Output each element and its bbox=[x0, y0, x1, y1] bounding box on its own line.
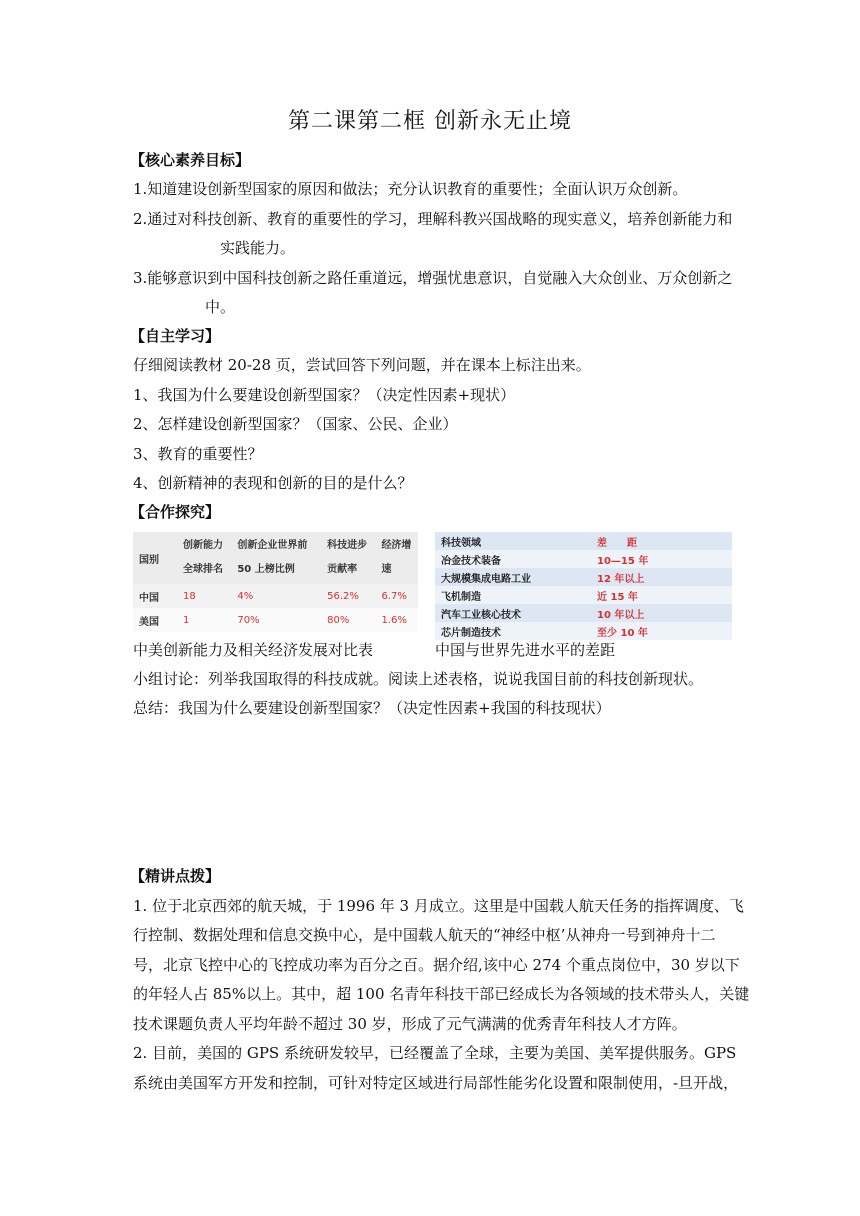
tech-gap-table bbox=[435, 532, 732, 640]
table-row bbox=[435, 550, 732, 568]
section-heading-key-points: 【精讲点拨】 bbox=[130, 867, 221, 885]
summary-question: 总结：我国为什么要建设创新型国家？（决定性因素+我国的科技现状） bbox=[133, 699, 611, 717]
table-cell: 科技领域 bbox=[435, 532, 591, 550]
table-cell: 中国 bbox=[133, 584, 177, 608]
table-header-cell: 创新能力 全球排名 bbox=[177, 532, 231, 584]
table-row bbox=[435, 568, 732, 586]
table-cell: 冶金技术装备 bbox=[435, 550, 591, 568]
table-cell: 56.2% bbox=[321, 584, 375, 608]
question-3: 3、教育的重要性？ bbox=[133, 445, 263, 463]
section-heading-core-goals: 【核心素养目标】 bbox=[130, 151, 251, 169]
table-cell: 差 距 bbox=[591, 532, 732, 550]
table-cell: 10 年以上 bbox=[591, 604, 732, 622]
key-point-line: 系统由美国军方开发和控制，可针对特定区域进行局部性能劣化设置和限制使用，-旦开战， bbox=[133, 1074, 739, 1092]
question-4: 4、创新精神的表现和创新的目的是什么？ bbox=[133, 474, 413, 492]
table-header-cell: 经济增 速 bbox=[375, 532, 418, 584]
table-cell: 近 15 年 bbox=[591, 586, 732, 604]
section-heading-cooperation: 【合作探究】 bbox=[130, 503, 221, 521]
table-cell: 10—15 年 bbox=[591, 550, 732, 568]
group-discussion: 小组讨论：列举我国取得的科技成就。阅读上述表格，说说我国目前的科技创新现状。 bbox=[133, 670, 704, 688]
question-1: 1、我国为什么要建设创新型国家？（决定性因素+现状） bbox=[133, 386, 516, 404]
goal-item-3-cont: 中。 bbox=[205, 298, 236, 316]
table-cell: 至少 10 年 bbox=[591, 622, 732, 640]
table-cell: 美国 bbox=[133, 608, 177, 632]
table-cell: 飞机制造 bbox=[435, 586, 591, 604]
table-row bbox=[435, 622, 732, 640]
table-cell: 80% bbox=[321, 608, 375, 632]
table-header-cell: 创新企业世界前 50 上榜比例 bbox=[231, 532, 321, 584]
self-study-intro: 仔细阅读教材 20-28 页，尝试回答下列问题，并在课本上标注出来。 bbox=[133, 356, 591, 374]
question-2: 2、怎样建设创新型国家？（国家、公民、企业） bbox=[133, 415, 458, 433]
table-cell: 12 年以上 bbox=[591, 568, 732, 586]
goal-item-3: 3.能够意识到中国科技创新之路任重道远，增强忧患意识，自觉融入大众创业、万众创新之 bbox=[133, 269, 733, 287]
key-point-line: 技术课题负责人平均年龄不超过 30 岁，形成了元气满满的优秀青年科技人才方阵。 bbox=[133, 1015, 687, 1033]
page-title: 第二课第二框 创新永无止境 bbox=[288, 109, 572, 134]
table-header-cell: 国别 bbox=[133, 532, 177, 584]
table1-caption: 中美创新能力及相关经济发展对比表 bbox=[133, 641, 374, 659]
table-header-cell: 科技进步 贡献率 bbox=[321, 532, 375, 584]
table-row bbox=[435, 532, 732, 550]
table-cell: 4% bbox=[231, 584, 321, 608]
table-cell: 6.7% bbox=[375, 584, 418, 608]
key-point-line: 行控制、数据处理和信息交换中心，是中国载人航天的“神经中枢’从神舟一号到神舟十二 bbox=[133, 926, 716, 944]
goal-item-2-cont: 实践能力。 bbox=[220, 239, 296, 257]
table-cell: 芯片制造技术 bbox=[435, 622, 591, 640]
table-cell: 汽车工业核心技术 bbox=[435, 604, 591, 622]
section-heading-self-study: 【自主学习】 bbox=[130, 327, 221, 345]
table-cell: 1.6% bbox=[375, 608, 418, 632]
table-row bbox=[133, 608, 418, 632]
table-cell: 18 bbox=[177, 584, 231, 608]
table2-caption: 中国与世界先进水平的差距 bbox=[435, 641, 616, 659]
goal-item-2: 2.通过对科技创新、教育的重要性的学习，理解科教兴国战略的现实意义，培养创新能力和 bbox=[133, 210, 733, 228]
table-row bbox=[435, 586, 732, 604]
goal-item-1: 1.知道建设创新型国家的原因和做法；充分认识教育的重要性；全面认识万众创新。 bbox=[133, 180, 688, 198]
table-row bbox=[133, 584, 418, 608]
table-header-row bbox=[133, 532, 418, 584]
key-point-line: 的年轻人占 85%以上。其中，超 100 名青年科技干部已经成长为各领域的技术带头人，关键 bbox=[133, 985, 750, 1003]
key-point-line: 1. 位于北京西郊的航天城，于 1996 年 3 月成立。这里是中国载人航天任务的指挥调度、飞 bbox=[133, 897, 744, 915]
key-point-line: 2. 目前，美国的 GPS 系统研发较早，已经覆盖了全球，主要为美国、美军提供服务。GPS bbox=[133, 1044, 737, 1062]
comparison-table-china-us bbox=[133, 532, 418, 632]
table-cell: 大规模集成电路工业 bbox=[435, 568, 591, 586]
table-cell: 70% bbox=[231, 608, 321, 632]
table-cell: 1 bbox=[177, 608, 231, 632]
key-point-line: 号，北京飞控中心的飞控成功率为百分之百。据介绍,该中心 274 个重点岗位中，30 岁以下 bbox=[133, 956, 740, 974]
table-row bbox=[435, 604, 732, 622]
